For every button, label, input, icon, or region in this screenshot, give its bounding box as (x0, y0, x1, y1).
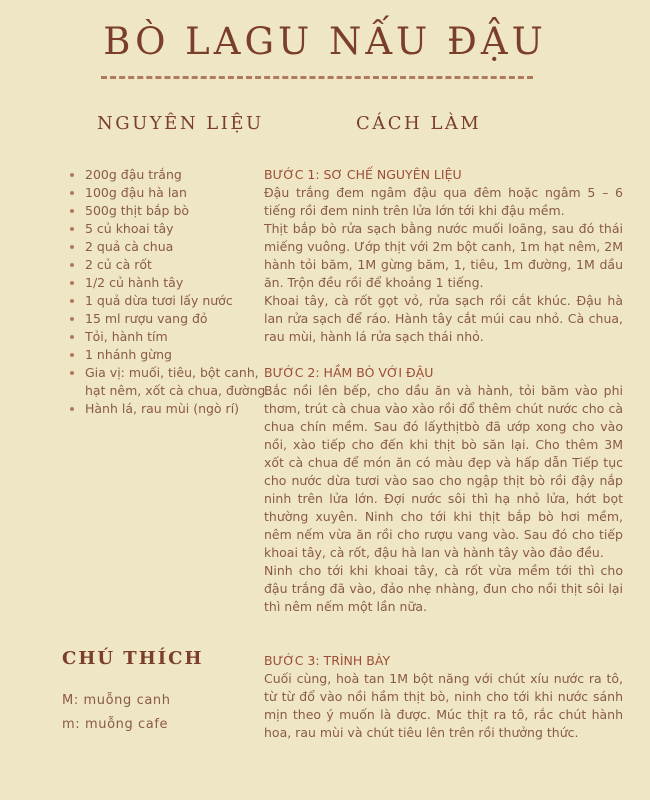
ingredient-item: • 500g thịt bắp bò (85, 202, 275, 220)
step-1 (264, 166, 623, 346)
step-paragraph: Thịt bắp bò rửa sạch bằng nước muối loãng, sau đó thái miếng vuông. Ướp thịt với 2m bột canh, 1m hạt nêm, 2M hành tỏi băm, 1M gừng băm, 1, tiêu, 1m đường, 1M dầu ăn. Trộn đều rồi để khoảng 1 tiếng. (264, 221, 623, 290)
title-divider (101, 76, 533, 79)
ingredient-item: • 1/2 củ hành tây (85, 274, 275, 292)
ingredients-list (66, 166, 275, 418)
note-item: M: muỗng canh (62, 693, 171, 708)
method-heading: CÁCH LÀM (356, 113, 482, 134)
note-item: m: muỗng cafe (62, 717, 169, 732)
step-title: BƯỚC 3: TRÌNH BÀY (264, 653, 391, 668)
ingredient-item: • Gia vị: muối, tiêu, bột canh, hạt nêm, xốt cà chua, đường. (85, 364, 275, 400)
step-3 (264, 652, 623, 742)
step-paragraph: Ninh cho tới khi khoai tây, cà rốt vừa mềm tới thì cho đậu trắng đã vào, đảo nhẹ nhàng, đun cho nồi thịt sôi lại thì nêm nếm một lần nữa. (264, 563, 623, 614)
ingredient-item: • Hành lá, rau mùi (ngò rí) (85, 400, 275, 418)
recipe-title: BÒ LAGU NẤU ĐẬU (103, 20, 547, 63)
step-paragraph: Đậu trắng đem ngâm đậu qua đêm hoặc ngâm 5 – 6 tiếng rồi đem ninh trên lửa lớn tới khi đậu mềm. (264, 185, 623, 218)
ingredient-item: • 1 quả dừa tươi lấy nước (85, 292, 275, 310)
ingredient-item: • 200g đậu trắng (85, 166, 275, 184)
step-paragraph: Khoai tây, cà rốt gọt vỏ, rửa sạch rồi cắt khúc. Đậu hà lan rửa sạch để ráo. Hành tây cắt múi cau nhỏ. Cà chua, rau mùi, hành lá rửa sạch thái nhỏ. (264, 293, 623, 344)
notes-heading: CHÚ THÍCH (62, 648, 204, 669)
step-2 (264, 364, 623, 616)
step-paragraph: Cuối cùng, hoà tan 1M bột năng với chút xíu nước ra tô, từ từ đổ vào nồi hầm thịt bò, ninh cho tới khi nước sánh mịn theo ý muốn là được. Múc thịt ra tô, rắc chút hành hoa, rau mùi và chút tiêu lên trên rồi thưởng thức. (264, 671, 623, 740)
ingredient-item: • 2 củ cà rốt (85, 256, 275, 274)
ingredient-item: • 100g đậu hà lan (85, 184, 275, 202)
step-title: BƯỚC 1: SƠ CHẾ NGUYÊN LIỆU (264, 167, 462, 182)
ingredient-item: • Tỏi, hành tím (85, 328, 275, 346)
ingredient-item: • 15 ml rượu vang đỏ (85, 310, 275, 328)
ingredient-item: • 2 quả cà chua (85, 238, 275, 256)
ingredients-heading: NGUYÊN LIỆU (97, 113, 264, 134)
ingredient-item: • 1 nhánh gừng (85, 346, 275, 364)
step-paragraph: Bắc nồi lên bếp, cho dầu ăn và hành, tỏi băm vào phi thơm, trút cà chua vào xào rồi đổ thêm chút nước cho cà chua chín mềm. Sau đó lấythịtbò đã ướp xong cho vào nồi, xào tiếp cho đến khi thịt bò săn lại. Cho thêm 3M xốt cà chua để món ăn có màu đẹp và hấp dẫn Tiếp tục cho nước dừa tươi vào sao cho ngập thịt bò rồi đậy nắp ninh trên lửa lớn. Đợi nước sôi thì hạ nhỏ lửa, hớt bọt thường xuyên. Ninh cho tới khi thịt bắp bò hơi mềm, nêm nếm vừa ăn rồi cho rượu vang vào. Sau đó cho tiếp khoai tây, cà rốt, đậu hà lan và hành tây vào đảo đều. (264, 383, 623, 560)
step-title: BƯỚC 2: HẦM BÒ VỚI ĐẬU (264, 365, 434, 380)
ingredient-item: • 5 củ khoai tây (85, 220, 275, 238)
